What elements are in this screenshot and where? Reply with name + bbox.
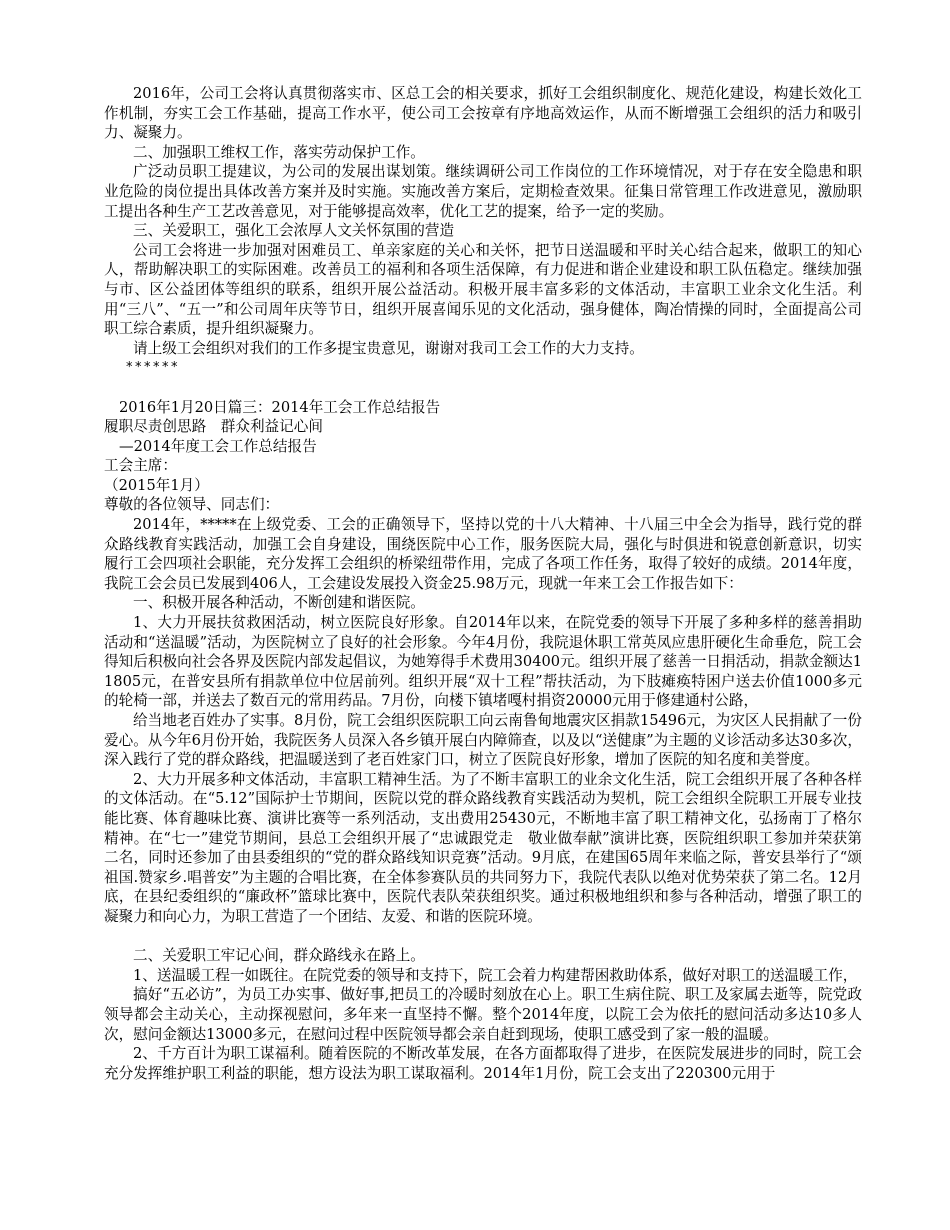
blank-line — [104, 378, 862, 398]
paragraph: 公司工会将进一步加强对困难员工、单亲家庭的关心和关怀，把节日送温暖和平时关心结合起来，做职工的知心人，帮助解决职工的实际困难。改善员工的福利和各项生活保障，有力促进和谐企业建设和职工队伍稳定。继续加强与市、区公益团体等组织的联系，组织开展公益活动。积极开展丰富多彩的文体活动，丰富职工业余文化生活。利用“三八”、“五一”和公司周年庆等节日，组织开展喜闻乐见的文化活动，强身健体，陶冶情操的同时，全面提高公司职工综合素质，提升组织凝聚力。 — [104, 241, 862, 338]
paragraph: 尊敬的各位领导、同志们： — [104, 496, 280, 514]
paragraph: 1、送温暖工程一如既往。在院党委的领导和支持下，院工会着力构建帮困救助体系，做好对职工的送温暖工作， — [133, 966, 858, 984]
document-body — [104, 84, 862, 1083]
paragraph: 广泛动员职工提建议，为公司的发展出谋划策。继续调研公司工作岗位的工作环境情况，对于存在安全隐患和职业危险的岗位提出具体改善方案并及时实施。实施改善方案后，定期检查效果。征集日常管理工作改进意见，激励职工提出各种生产工艺改善意见，对于能够提高效率，优化工艺的提案，给予一定的奖励。 — [104, 163, 862, 220]
paragraph: 三、关爱职工，强化工会浓厚人文关怀氛围的营造 — [133, 222, 455, 240]
paragraph: （2015年1月） — [104, 476, 209, 494]
paragraph: 2014年，*****在上级党委、工会的正确领导下，坚持以党的十八大精神、十八届三中全会为指导，践行党的群众路线教育实践活动，加强工会自身建设，围绕医院中心工作，服务医院大局，强化与时俱进和锐意创新意识，切实履行工会四项社会职能，充分发挥工会组织的桥梁纽带作用，完成了各项工作任务，取得了较好的成绩。2014年度，我院工会会员已发展到406人，工会建设发展投入资金25.98万元，现就一年来工会工作报告如下： — [104, 516, 862, 592]
paragraph: 2、千方百计为职工谋福利。随着医院的不断改革发展，在各方面都取得了进步，在医院发展进步的同时，院工会充分发挥维护职工利益的职能，想方设法为职工谋取福利。2014年1月份，院工会支出了220300元用于 — [104, 1045, 862, 1082]
paragraph: 请上级工会组织对我们的工作多提宝贵意见，谢谢对我司工会工作的大力支持。 — [133, 339, 644, 357]
paragraph: 一、积极开展各种活动，不断创建和谐医院。 — [133, 594, 425, 612]
paragraph: 二、加强职工维权工作，落实劳动保护工作。 — [133, 143, 425, 161]
paragraph: 2、大力开展多种文体活动，丰富职工精神生活。为了不断丰富职工的业余文化生活，院工会组织开展了各种各样的文体活动。在“5.12”国际护士节期间，医院以党的群众路线教育实践活动为契机，院工会组织全院职工开展专业技能比赛、体育趣味比赛、演讲比赛等一系列活动，支出费用25430元，不断地丰富了职工精神文化，弘扬南丁了格尔精神。在“七一”建党节期间，县总工会组织开展了“忠诚跟党走 敬业做奉献”演讲比赛，医院组织职工参加并荣获第二名，同时还参加了由县委组织的“党的群众路线知识竞赛”活动。9月底，在建国65周年来临之际，普安县举行了“颂祖国.赞家乡.唱普安”为主题的合唱比赛，在全体参赛队员的共同努力下，我院代表队以绝对优势荣获了第二名。12月底，在县纪委组织的“廉政杯”篮球比赛中，医院代表队荣获组织奖。通过积极地组织和参与各种活动，增强了职工的凝聚力和向心力，为职工营造了一个团结、友爱、和谐的医院环境。 — [104, 770, 862, 925]
paragraph: 工会主席： — [104, 457, 177, 475]
paragraph: 二、关爱职工牢记心间，群众路线永在路上。 — [133, 947, 425, 965]
paragraph: 履职尽责创思路 群众利益记心间 — [104, 418, 323, 436]
paragraph: 2016年1月20日篇三：2014年工会工作总结报告 — [119, 398, 441, 416]
blank-line — [104, 927, 862, 947]
paragraph: 搞好“五必访”，为员工办实事、做好事,把员工的冷暖时刻放在心上。职工生病住院、职工及家属去逝等，院党政领导都会主动关心，主动探视慰问，多年来一直坚持不懈。整个2014年度，以院工会为依托的慰问活动多达10多人次，慰问金额达13000多元，在慰问过程中医院领导都会亲自赶到现场，使职工感受到了家一般的温暖。 — [104, 986, 862, 1043]
paragraph: 给当地老百姓办了实事。8月份，院工会组织医院职工向云南鲁甸地震灾区捐款15496元，为灾区人民捐献了一份爱心。从今年6月份开始，我院医务人员深入各乡镇开展白内障筛查，以及以“送健康”为主题的义诊活动多达30多次，深入践行了党的群众路线，把温暖送到了老百姓家门口，树立了医院良好形象，增加了医院的知名度和美誉度。 — [104, 712, 862, 769]
paragraph: 1、大力开展扶贫救困活动，树立医院良好形象。自2014年以来，在院党委的领导下开展了多种多样的慈善捐助活动和“送温暖”活动，为医院树立了良好的社会形象。今年4月份，我院退休职工常英凤应患肝硬化生命垂危，院工会得知后积极向社会各界及医院内部发起倡议，为她筹得手术费用30400元。组织开展了慈善一日捐活动，捐款金额达11805元，在普安县所有捐款单位中位居前列。组织开展“双十工程”帮扶活动，为下肢瘫痪特困户送去价值1000多元的轮椅一部，并送去了数百元的常用药品。7月份，向楼下镇堵嘎村捐资20000元用于修建通村公路， — [104, 614, 862, 710]
separator-asterisks: ****** — [126, 360, 180, 376]
paragraph: —2014年度工会工作总结报告 — [119, 437, 317, 455]
paragraph: 2016年，公司工会将认真贯彻落实市、区总工会的相关要求，抓好工会组织制度化、规范化建设，构建长效化工作机制，夯实工会工作基础，提高工作水平，使公司工会按章有序地高效运作，从而不断增强工会组织的活力和吸引力、凝聚力。 — [104, 85, 862, 142]
